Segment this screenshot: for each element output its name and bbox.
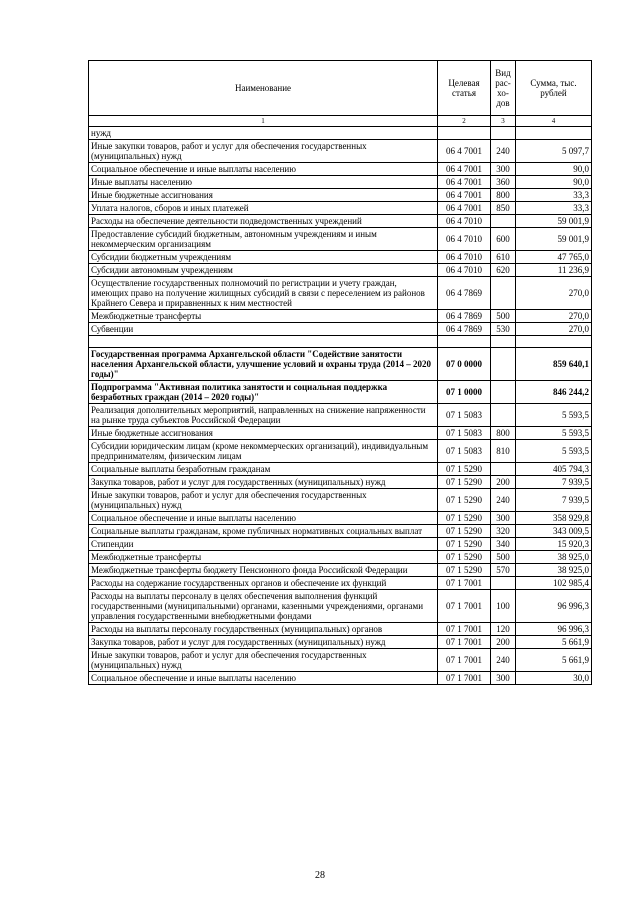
cell-type: 800 xyxy=(491,427,516,440)
cell-code: 07 1 5083 xyxy=(438,404,491,427)
table-row xyxy=(89,577,592,590)
cell-sum: 270,0 xyxy=(516,310,592,323)
cell-name: нужд xyxy=(89,127,438,140)
cell-sum: 343 009,5 xyxy=(516,525,592,538)
cell-type: 240 xyxy=(491,649,516,672)
cell-code: 06 4 7010 xyxy=(438,228,491,251)
cell-type xyxy=(491,127,516,140)
cell-code: 07 1 5290 xyxy=(438,476,491,489)
cell-type: 810 xyxy=(491,440,516,463)
table-row xyxy=(89,348,592,381)
cell-code: 07 1 5290 xyxy=(438,551,491,564)
cell-name: Расходы на содержание государственных органов и обеспечение их функций xyxy=(89,577,438,590)
cell-name: Иные закупки товаров, работ и услуг для обеспечения государственных (муниципальных) нужд xyxy=(89,140,438,163)
cell-type xyxy=(491,404,516,427)
cell-code: 07 1 7001 xyxy=(438,590,491,623)
cell-type: 100 xyxy=(491,590,516,623)
table-row xyxy=(89,202,592,215)
cell-name xyxy=(89,336,438,348)
cell-sum: 33,3 xyxy=(516,202,592,215)
cell-type: 320 xyxy=(491,525,516,538)
page-number: 28 xyxy=(315,870,325,881)
cell-name: Межбюджетные трансферты бюджету Пенсионного фонда Российской Федерации xyxy=(89,564,438,577)
cell-sum: 11 236,9 xyxy=(516,264,592,277)
cell-sum xyxy=(516,127,592,140)
table-row xyxy=(89,381,592,404)
cell-sum: 5 593,5 xyxy=(516,440,592,463)
cell-code: 07 1 0000 xyxy=(438,381,491,404)
table-row xyxy=(89,649,592,672)
cell-type: 500 xyxy=(491,310,516,323)
table-header-row xyxy=(89,61,592,116)
cell-name: Социальные выплаты безработным гражданам xyxy=(89,463,438,476)
header-name: Наименование xyxy=(89,61,438,116)
cell-code: 07 1 7001 xyxy=(438,649,491,672)
cell-type: 620 xyxy=(491,264,516,277)
column-number-1: 1 xyxy=(89,116,438,127)
cell-name: Расходы на выплаты персоналу государственных (муниципальных) органов xyxy=(89,623,438,636)
cell-name: Закупка товаров, работ и услуг для государственных (муниципальных) нужд xyxy=(89,476,438,489)
table-row xyxy=(89,264,592,277)
cell-code: 07 1 5290 xyxy=(438,463,491,476)
cell-code: 06 4 7001 xyxy=(438,140,491,163)
table-row xyxy=(89,538,592,551)
cell-sum: 5 593,5 xyxy=(516,404,592,427)
cell-name: Уплата налогов, сборов и иных платежей xyxy=(89,202,438,215)
cell-sum: 405 794,3 xyxy=(516,463,592,476)
cell-name: Социальное обеспечение и иные выплаты населению xyxy=(89,672,438,685)
cell-name: Межбюджетные трансферты xyxy=(89,310,438,323)
cell-sum: 96 996,3 xyxy=(516,590,592,623)
cell-name: Социальное обеспечение и иные выплаты населению xyxy=(89,163,438,176)
cell-type xyxy=(491,381,516,404)
cell-type: 200 xyxy=(491,636,516,649)
table-row xyxy=(89,623,592,636)
cell-name: Государственная программа Архангельской области "Содействие занятости населения Архангельской области, улучшение условий и охраны труда (2014 – 2020 годы)" xyxy=(89,348,438,381)
cell-code xyxy=(438,127,491,140)
cell-type xyxy=(491,215,516,228)
cell-name: Субсидии юридическим лицам (кроме некоммерческих организаций), индивидуальным предпринимателям, физическим лицам xyxy=(89,440,438,463)
cell-sum: 96 996,3 xyxy=(516,623,592,636)
cell-code: 06 4 7010 xyxy=(438,215,491,228)
cell-sum: 59 001,9 xyxy=(516,228,592,251)
table-row xyxy=(89,323,592,336)
table-body xyxy=(89,127,592,685)
cell-code: 06 4 7001 xyxy=(438,202,491,215)
cell-code: 07 1 7001 xyxy=(438,672,491,685)
cell-sum: 33,3 xyxy=(516,189,592,202)
cell-type: 340 xyxy=(491,538,516,551)
cell-name: Межбюджетные трансферты xyxy=(89,551,438,564)
cell-sum: 90,0 xyxy=(516,163,592,176)
cell-type: 570 xyxy=(491,564,516,577)
table-row xyxy=(89,672,592,685)
cell-name: Закупка товаров, работ и услуг для государственных (муниципальных) нужд xyxy=(89,636,438,649)
table-row xyxy=(89,336,592,348)
cell-sum: 102 985,4 xyxy=(516,577,592,590)
cell-name: Субсидии автономным учреждениям xyxy=(89,264,438,277)
cell-sum: 15 920,3 xyxy=(516,538,592,551)
column-number-4: 4 xyxy=(516,116,592,127)
cell-type: 600 xyxy=(491,228,516,251)
cell-type xyxy=(491,336,516,348)
cell-sum: 5 097,7 xyxy=(516,140,592,163)
cell-type: 240 xyxy=(491,140,516,163)
cell-code: 07 1 5083 xyxy=(438,440,491,463)
cell-sum: 846 244,2 xyxy=(516,381,592,404)
cell-type xyxy=(491,463,516,476)
cell-type: 300 xyxy=(491,672,516,685)
table-row xyxy=(89,512,592,525)
cell-type: 500 xyxy=(491,551,516,564)
cell-type: 240 xyxy=(491,489,516,512)
cell-sum: 47 765,0 xyxy=(516,251,592,264)
header-code: Целевая статья xyxy=(438,61,491,116)
column-number-3: 3 xyxy=(491,116,516,127)
cell-type xyxy=(491,577,516,590)
cell-type: 850 xyxy=(491,202,516,215)
cell-name: Иные закупки товаров, работ и услуг для обеспечения государственных (муниципальных) нужд xyxy=(89,649,438,672)
table-row xyxy=(89,590,592,623)
table-row xyxy=(89,228,592,251)
cell-name: Социальные выплаты гражданам, кроме публичных нормативных социальных выплат xyxy=(89,525,438,538)
table-row xyxy=(89,427,592,440)
cell-type: 800 xyxy=(491,189,516,202)
cell-sum: 90,0 xyxy=(516,176,592,189)
table-row xyxy=(89,636,592,649)
cell-name: Стипендии xyxy=(89,538,438,551)
cell-type: 360 xyxy=(491,176,516,189)
cell-code: 06 4 7001 xyxy=(438,189,491,202)
column-number-2: 2 xyxy=(438,116,491,127)
cell-sum: 30,0 xyxy=(516,672,592,685)
cell-code: 07 1 5290 xyxy=(438,489,491,512)
table-row xyxy=(89,476,592,489)
cell-sum: 38 925,0 xyxy=(516,564,592,577)
cell-type: 120 xyxy=(491,623,516,636)
header-sum: Сумма, тыс. рублей xyxy=(516,61,592,116)
cell-sum: 5 661,9 xyxy=(516,636,592,649)
cell-code: 06 4 7010 xyxy=(438,251,491,264)
table-row xyxy=(89,140,592,163)
table-row xyxy=(89,440,592,463)
table-row xyxy=(89,525,592,538)
cell-type: 610 xyxy=(491,251,516,264)
table-row xyxy=(89,551,592,564)
table-row xyxy=(89,127,592,140)
table-row xyxy=(89,404,592,427)
table-row xyxy=(89,251,592,264)
cell-type xyxy=(491,277,516,310)
table-row xyxy=(89,163,592,176)
cell-code: 06 4 7001 xyxy=(438,163,491,176)
cell-sum: 358 929,8 xyxy=(516,512,592,525)
cell-code: 06 4 7010 xyxy=(438,264,491,277)
cell-code: 07 1 5083 xyxy=(438,427,491,440)
cell-name: Осуществление государственных полномочий по регистрации и учету граждан, имеющих право на получение жилищных субсидий в связи с переселением из районов Крайнего Севера и приравненных к ним местностей xyxy=(89,277,438,310)
table-row xyxy=(89,463,592,476)
cell-sum: 38 925,0 xyxy=(516,551,592,564)
table-row xyxy=(89,489,592,512)
cell-type: 300 xyxy=(491,512,516,525)
cell-sum: 859 640,1 xyxy=(516,348,592,381)
cell-type xyxy=(491,348,516,381)
cell-code: 07 1 7001 xyxy=(438,623,491,636)
cell-name: Иные выплаты населению xyxy=(89,176,438,189)
cell-type: 530 xyxy=(491,323,516,336)
cell-type: 200 xyxy=(491,476,516,489)
table-row xyxy=(89,189,592,202)
cell-sum: 5 661,9 xyxy=(516,649,592,672)
table-row xyxy=(89,310,592,323)
table-row xyxy=(89,277,592,310)
cell-code: 07 1 7001 xyxy=(438,577,491,590)
cell-code xyxy=(438,336,491,348)
table-column-numbers-row xyxy=(89,116,592,127)
cell-name: Субвенции xyxy=(89,323,438,336)
table-row xyxy=(89,215,592,228)
cell-name: Иные бюджетные ассигнования xyxy=(89,427,438,440)
cell-name: Подпрограмма "Активная политика занятости и социальная поддержка безработных граждан (2014 – 2020 годы)" xyxy=(89,381,438,404)
cell-name: Иные бюджетные ассигнования xyxy=(89,189,438,202)
cell-name: Субсидии бюджетным учреждениям xyxy=(89,251,438,264)
cell-code: 06 4 7869 xyxy=(438,323,491,336)
cell-code: 07 1 5290 xyxy=(438,564,491,577)
cell-sum: 7 939,5 xyxy=(516,476,592,489)
cell-code: 06 4 7869 xyxy=(438,310,491,323)
cell-code: 07 1 5290 xyxy=(438,538,491,551)
cell-code: 07 1 7001 xyxy=(438,636,491,649)
cell-sum: 7 939,5 xyxy=(516,489,592,512)
cell-name: Социальное обеспечение и иные выплаты населению xyxy=(89,512,438,525)
cell-name: Предоставление субсидий бюджетным, автономным учреждениям и иным некоммерческим организациям xyxy=(89,228,438,251)
cell-type: 300 xyxy=(491,163,516,176)
budget-table xyxy=(88,60,592,685)
cell-name: Расходы на выплаты персоналу в целях обеспечения выполнения функций государственными (муниципальными) органами, казенными учреждениями, органами управления государственными внебюджетными фондами xyxy=(89,590,438,623)
cell-name: Расходы на обеспечение деятельности подведомственных учреждений xyxy=(89,215,438,228)
cell-name: Иные закупки товаров, работ и услуг для обеспечения государственных (муниципальных) нужд xyxy=(89,489,438,512)
header-type: Вид рас-хо-дов xyxy=(491,61,516,116)
cell-sum: 5 593,5 xyxy=(516,427,592,440)
cell-sum xyxy=(516,336,592,348)
cell-sum: 270,0 xyxy=(516,277,592,310)
cell-code: 06 4 7869 xyxy=(438,277,491,310)
cell-code: 06 4 7001 xyxy=(438,176,491,189)
cell-code: 07 1 5290 xyxy=(438,512,491,525)
table-row xyxy=(89,176,592,189)
cell-name: Реализация дополнительных мероприятий, направленных на снижение напряженности на рынке труда субъектов Российской Федерации xyxy=(89,404,438,427)
table-row xyxy=(89,564,592,577)
cell-sum: 270,0 xyxy=(516,323,592,336)
cell-sum: 59 001,9 xyxy=(516,215,592,228)
cell-code: 07 0 0000 xyxy=(438,348,491,381)
cell-code: 07 1 5290 xyxy=(438,525,491,538)
